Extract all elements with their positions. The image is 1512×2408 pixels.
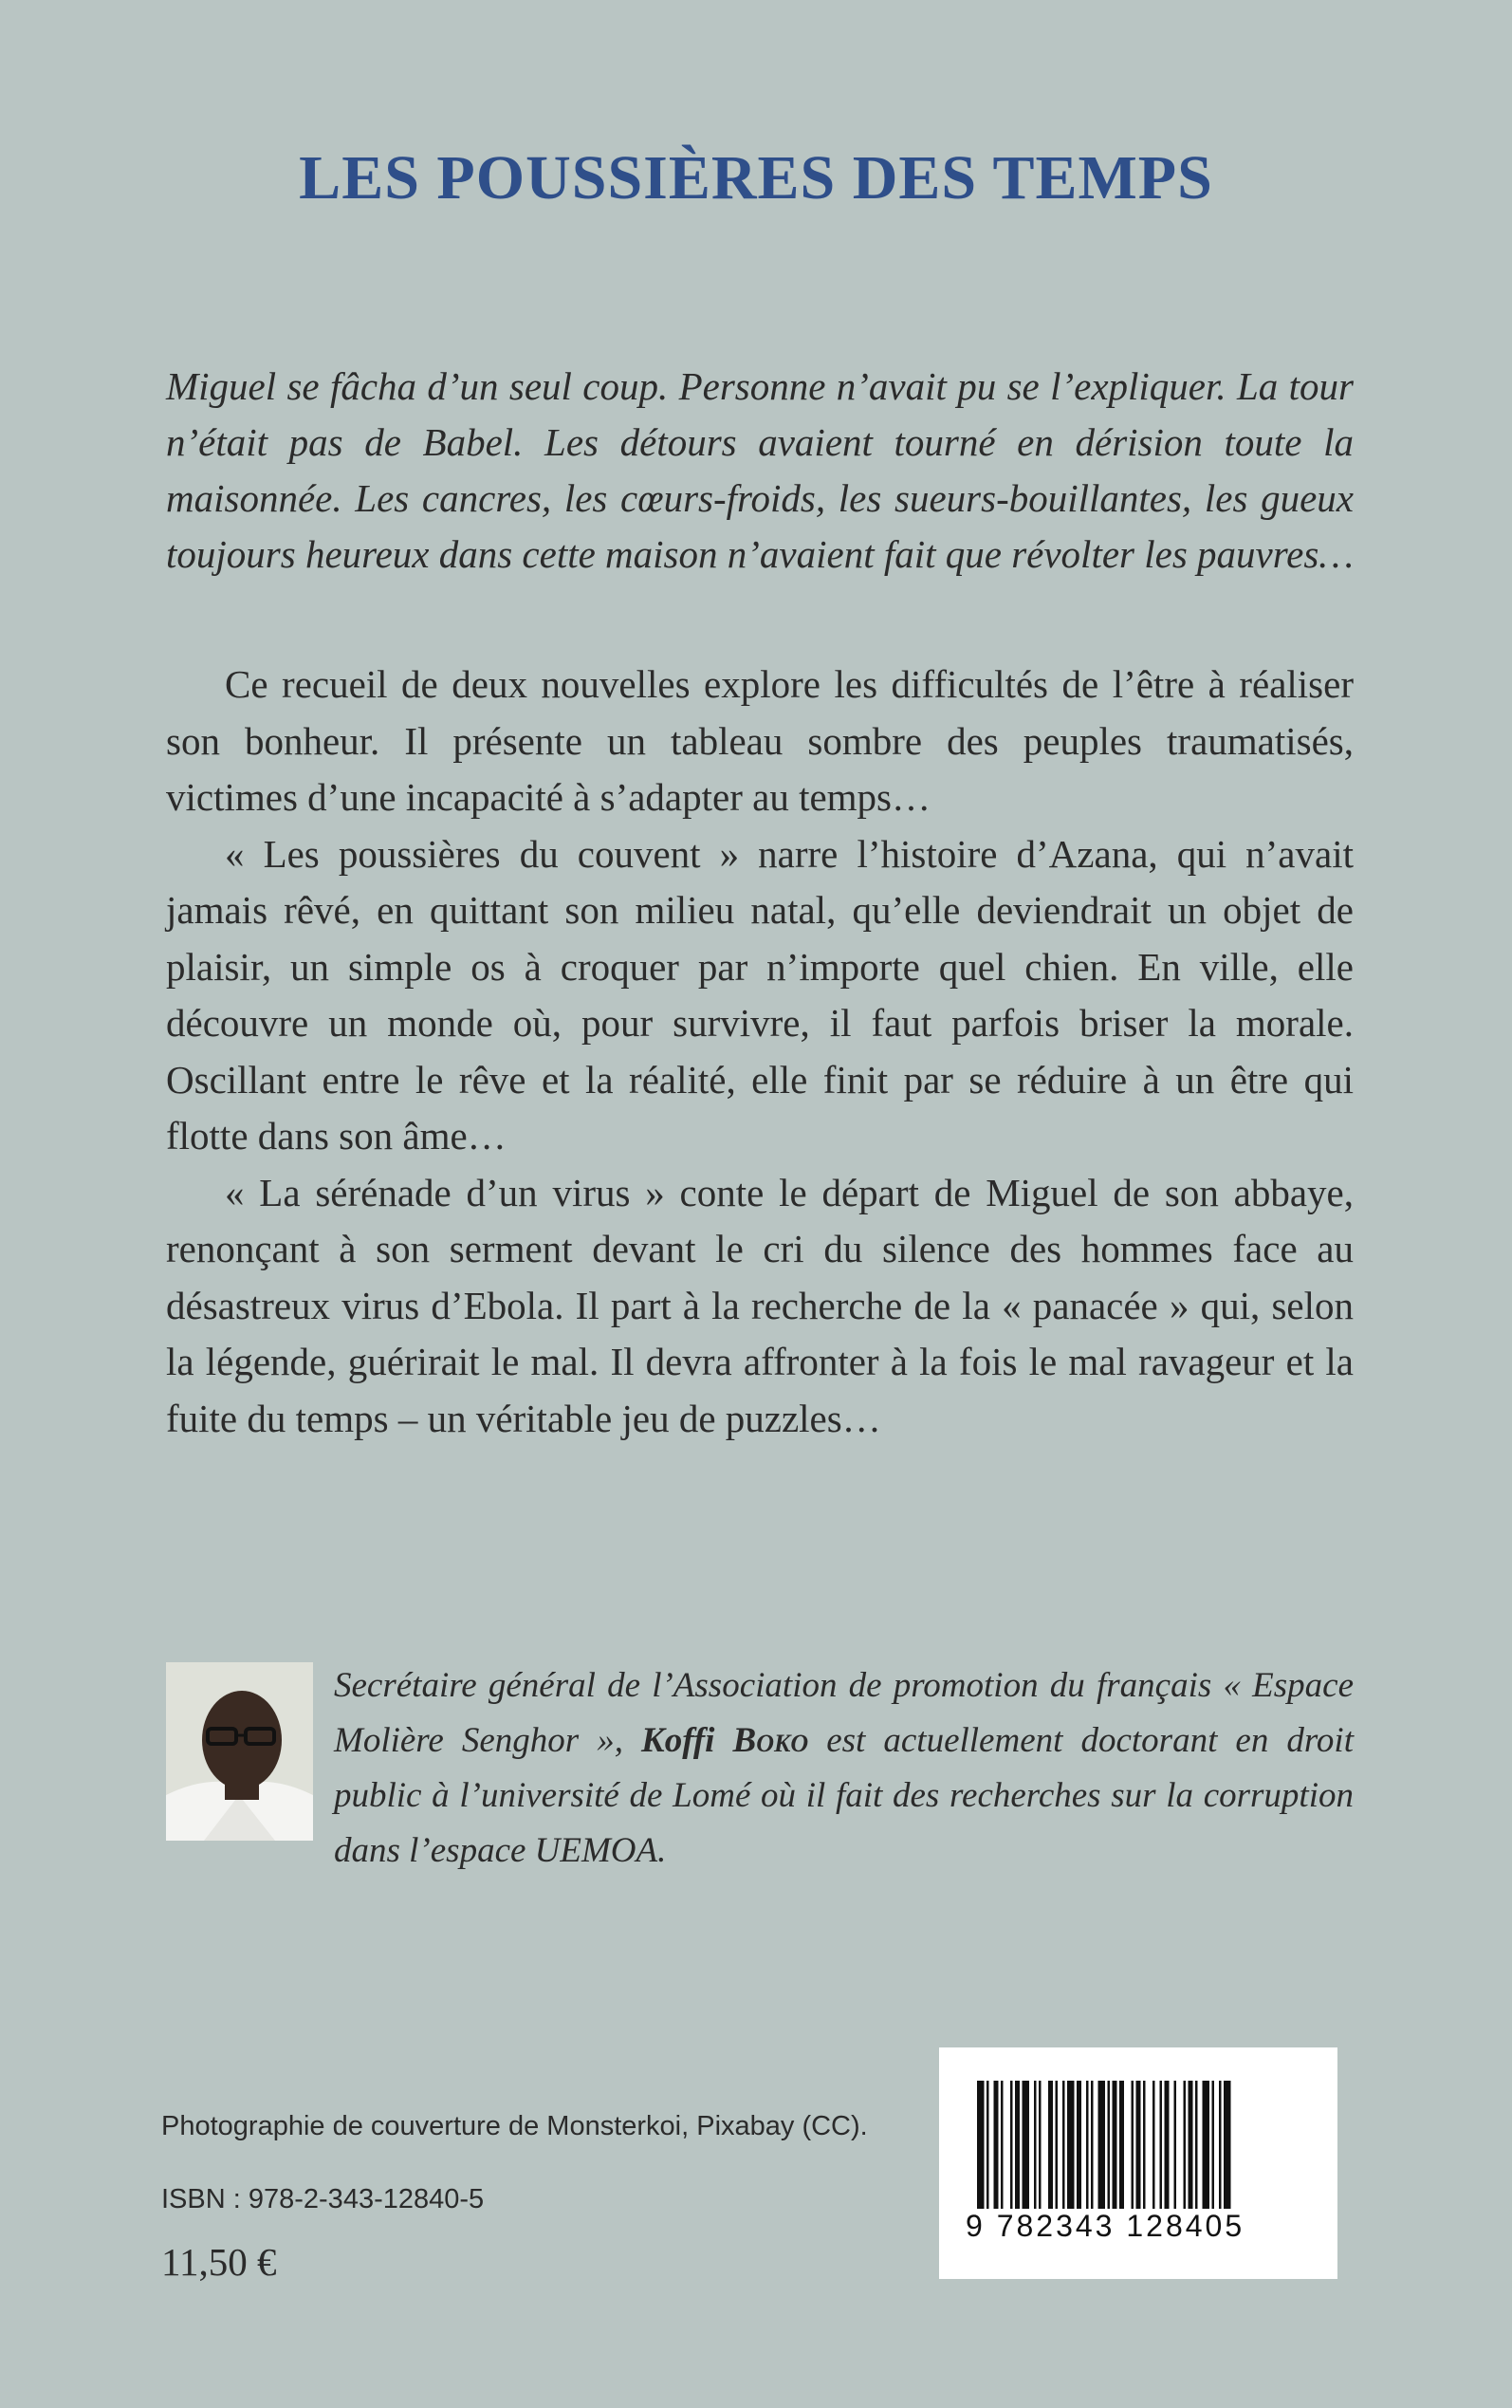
back-cover-excerpt: Miguel se fâcha d’un seul coup. Personne n’avait pu se l’expliquer. La tour n’était pas de Babel. Les détours avaient tourné en dérision toute la maisonnée. Les cancres, les cœurs-froids, les sueurs-bouillantes, les gueux toujours heureux dans cette maison n’avaient fait que révolter les pauvres… (166, 364, 1354, 576)
synopsis-paragraph-second-story: « La sérénade d’un virus » conte le départ de Miguel de son abbaye, renonçant à son serment devant le cri du silence des hommes face au désastreux virus d’Ebola. Il part à la recherche de la « panacée » qui, selon la légende, guérirait le mal. Il devra affronter à la fois le mal ravageur et la fuite du temps – un véritable jeu de puzzles… (166, 1170, 1354, 1440)
barcode (939, 2047, 1337, 2279)
isbn: ISBN : 978-2-343-12840-5 (161, 2184, 485, 2214)
synopsis-paragraph-first-story: « Les poussières du couvent » narre l’histoire d’Azana, qui n’avait jamais rêvé, en quittant son milieu natal, qu’elle deviendrait un objet de plaisir, un simple os à croquer par n’importe quel chien. En ville, elle découvre un monde où, pour survivre, il faut parfois briser la morale. Oscillant entre le rêve et la réalité, elle finit par se réduire à un être qui flotte dans son âme… (166, 831, 1354, 1158)
synopsis (166, 657, 1354, 1447)
synopsis-paragraph-intro: Ce recueil de deux nouvelles explore les difficultés de l’être à réaliser son bonheur. Il présente un tableau sombre des peuples traumatisés, victimes d’une incapacité à s’adapter au temps… (166, 662, 1354, 819)
barcode-digits: 9 782343 128405 (966, 2209, 1245, 2243)
author-photo (166, 1662, 313, 1841)
book-title: LES POUSSIÈRES DES TEMPS (299, 143, 1213, 213)
barcode-bars (977, 2081, 1300, 2209)
photo-credit: Photographie de couverture de Monsterkoi, Pixabay (CC). (161, 2111, 868, 2141)
bio-text-after: est actuellement doctorant en droit public à l’université de Lomé où il fait des recherches sur la corruption dans l’espace UEMOA. (334, 1721, 1354, 1870)
author-name: Koffi Boko (641, 1721, 809, 1760)
author-bio (334, 1658, 1354, 1879)
bio-text-before: Secrétaire général de l’Association de promotion du français « Espace Molière Senghor », (334, 1666, 1354, 1760)
price: 11,50 € (161, 2240, 277, 2284)
